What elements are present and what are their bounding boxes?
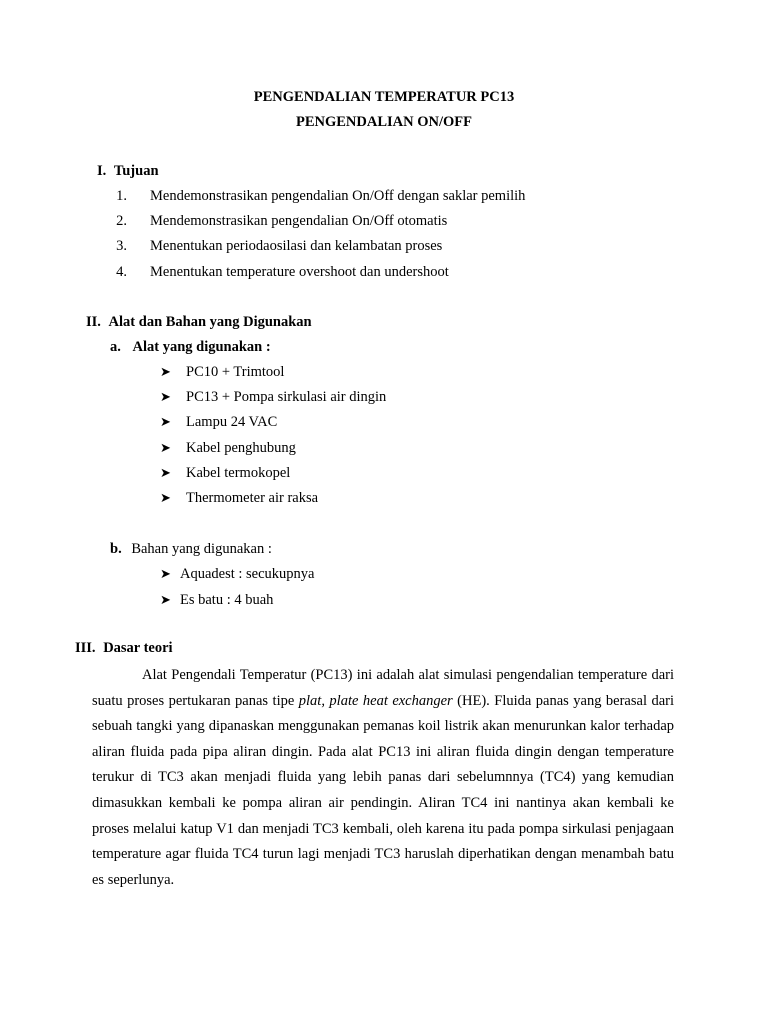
list-text: Mendemonstrasikan pengendalian On/Off dengan saklar pemilih [150,188,526,204]
list-text: Aquadest : secukupnya [180,566,315,582]
arrowhead-bullet-icon: ➤ [160,592,171,607]
section-title: Dasar teori [103,640,173,656]
paragraph-italic-term: plat, plate heat exchanger [298,692,453,709]
section-title: Alat dan Bahan yang Digunakan [108,314,312,330]
subsection-letter: b. [110,541,122,557]
arrowhead-bullet-icon: ➤ [160,389,171,404]
section-heading-tujuan [97,163,159,180]
subsection-heading-alat [110,339,271,356]
list-text: Thermometer air raksa [186,490,319,506]
document-title: PENGENDALIAN TEMPERATUR PC13 [253,89,515,105]
section-title: Tujuan [113,163,159,179]
theory-paragraph [92,663,674,893]
subsection-heading-bahan [110,541,272,558]
list-number: 2. [116,213,127,229]
arrowhead-bullet-icon: ➤ [160,364,171,379]
list-text: Kabel penghubung [186,440,296,456]
section-heading-alat-bahan [86,314,312,331]
arrowhead-bullet-icon: ➤ [160,465,171,480]
list-text: Es batu : 4 buah [180,592,274,608]
arrowhead-bullet-icon: ➤ [160,414,171,429]
section-number: III. [75,640,96,656]
arrowhead-bullet-icon: ➤ [160,440,171,455]
section-number: I. [97,163,107,179]
list-number: 4. [116,264,127,280]
paragraph-text: (HE). Fluida panas yang berasal dari sebuah tangki yang dipanaskan menggunakan pemanas koil listrik akan menurunkan kalor terhadap aliran fluida pada pipa aliran dingin. Pada alat PC13 ini aliran fluida dingin dengan temperature terukur di TC3 akan menjadi fluida yang lebih panas dari sebelumnnya (TC4) yang kemudian dimasukkan kembali ke pompa aliran air pendingin. Aliran TC4 ini nantinya akan kembali ke proses melalui katup V1 dan menjadi TC3 kembali, oleh karena itu pada pompa sirkulasi penjagaan temperature agar fluida TC4 turun lagi menjadi TC3 haruslah diperhatikan dengan menambah batu es seperlunya. [92,692,674,888]
list-text: PC13 + Pompa sirkulasi air dingin [186,389,387,405]
list-text: PC10 + Trimtool [186,364,285,380]
list-number: 3. [116,238,127,254]
list-text: Lampu 24 VAC [186,414,278,430]
subsection-letter: a. [110,339,121,355]
section-heading-dasar-teori [75,640,173,657]
list-text: Mendemonstrasikan pengendalian On/Off otomatis [150,213,448,229]
list-number: 1. [116,188,127,204]
arrowhead-bullet-icon: ➤ [160,566,171,581]
list-text: Menentukan temperature overshoot dan undershoot [150,264,449,280]
list-text: Kabel termokopel [186,465,291,481]
arrowhead-bullet-icon: ➤ [160,490,171,505]
subsection-title: Bahan yang digunakan : [131,541,272,557]
paragraph-text: Alat Pengendali Temperatur (PC13) ini adalah alat simulasi pengendalian temperature dari suatu proses pertukaran panas tipe [92,667,674,709]
section-number: II. [86,314,101,330]
document-subtitle: PENGENDALIAN ON/OFF [295,114,473,130]
list-text: Menentukan periodaosilasi dan kelambatan proses [150,238,443,254]
subsection-title: Alat yang digunakan : [132,339,271,355]
